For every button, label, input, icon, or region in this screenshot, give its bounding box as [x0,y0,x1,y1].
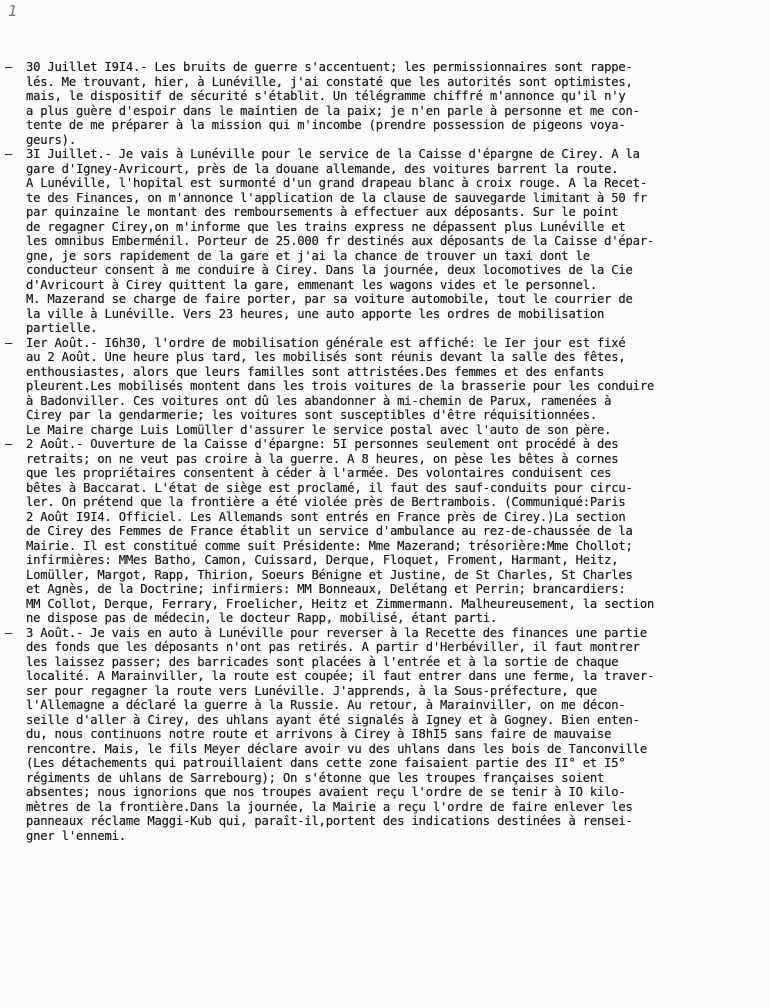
text-line: 3I Juillet.- Je vais à Lunéville pour le service de la Caisse d'épargne de Cirey. A la [26,147,640,161]
text-line: infirmières: MMes Batho, Camon, Cuissard, Derque, Floquet, Froment, Harmant, Heitz, [26,553,619,567]
entry-marker: — [5,437,13,451]
text-line: de Cirey des Femmes de France établit un service d'ambulance au rez-de-chaussée de la [26,524,633,538]
text-line: 30 Juillet I9I4.- Les bruits de guerre s'accentuent; les permissionnaires sont rappe- [26,60,633,74]
text-line: (Les détachements qui patrouillaient dans cette zone faisaient partie des II° et I5° [26,756,626,770]
text-line: Cirey par la gendarmerie; les voitures sont susceptibles d'être réquisitionnées. [26,408,597,422]
text-line: absentes; nous ignorions que nos troupes avaient reçu l'ordre de se tenir à IO kilo- [26,785,626,799]
text-line: que les propriétaires consentent à céder à l'armée. Des volontaires conduisent ces [26,466,612,480]
text-line: par quinzaine le montant des remboursements à effectuer aux déposants. Sur le point [26,205,619,219]
text-line: retraits; on ne veut pas croire à la guerre. A 8 heures, on pèse les bêtes à cornes [26,451,619,466]
text-line: régiments de uhlans de Sarrebourg); On s'étonne que les troupes françaises soient [26,770,605,785]
text-line: conducteur consent à me conduire à Cirey. Dans la journée, deux locomotives de la Cie [26,263,633,277]
text-line: de regagner Cirey,on m'informe que les trains express ne dépassent plus Lunéville et [26,219,626,234]
text-line: gare d'Igney-Avricourt, près de la douane allemande, des voitures barrent la route. [26,161,619,176]
text-line: la ville à Lunéville. Vers 23 heures, une auto apporte les ordres de mobilisation [26,306,605,321]
text-line: te des Finances, on m'annonce l'application de la clause de sauvegarde limitant à 50 fr [26,190,647,205]
text-line: a plus guère d'espoir dans le maintien de la paix; je n'en parle à personne et me con- [26,103,640,118]
text-line: et Agnès, de la Doctrine; infirmiers: MM Bonneaux, Delétang et Perrin; brancardiers: [26,582,626,596]
text-line: MM Collot, Derque, Ferrary, Froelicher, Heitz et Zimmermann. Malheureusement, la section [26,596,655,611]
diary-entry [5,625,756,844]
text-line: pleurent.Les mobilisés montent dans les trois voitures de la brasserie pour les conduire [26,379,655,393]
entry-marker: — [5,60,13,74]
text-line: 3 Août.- Je vais en auto à Lunéville pour reverser à la Recette des finances une partie [26,625,647,640]
text-line: partielle. [26,321,98,335]
text-line: ser pour regagner la route vers Lunéville. J'apprends, à la Sous-préfecture, que [26,683,597,698]
text-line: mais, le dispositif de sécurité s'établit. Un télégramme chiffré m'annonce qu'il n'y [26,89,626,103]
text-line: Le Maire charge Luis Lomüller d'assurer le service postal avec l'auto de son père. [26,422,612,437]
entry-marker: — [5,335,13,350]
text-line: lés. Me trouvant, hier, à Lunéville, j'ai constaté que les autorités sont optimistes, [26,74,633,89]
text-line: au 2 Août. Une heure plus tard, les mobilisés sont réunis devant la salle des fêtes, [26,350,626,364]
text-line: à Badonviller. Ces voitures ont dû les abandonner à mi-chemin de Parux, ramenées à [26,393,612,408]
text-line: rencontre. Mais, le fils Meyer déclare avoir vu des uhlans dans les bois de Tanconville [26,741,647,756]
entry-marker: — [5,625,13,640]
text-line: les laissez passer; des barricades sont placées à l'entrée et à la sortie de chaque [26,654,619,669]
diary-text [5,60,756,843]
text-line: les omnibus Emberménil. Porteur de 25.000 fr destinés aux déposants de la Caisse d'épar- [26,234,655,248]
text-line: bêtes à Baccarat. L'état de siège est proclamé, il faut des sauf-conduits pour circu- [26,480,633,495]
text-line: panneaux réclame Maggi-Kub qui, paraît-il,portent des indications destinées à rensei- [26,814,633,828]
text-line: 2 Août.- Ouverture de la Caisse d'épargne: 5I personnes seulement ont procédé à des [26,437,619,451]
text-line: M. Mazerand se charge de faire porter, par sa voiture automobile, tout le courrier de [26,292,633,306]
text-line: l'Allemagne a déclaré la guerre à la Russie. Au retour, à Marainviller, on me décon- [26,698,626,712]
text-line: ler. On prétend que la frontière a été violée près de Bertrambois. (Communiqué:Paris [26,495,626,509]
text-line: 2 Août I9I4. Officiel. Les Allemands sont entrés en France près de Cirey.)La section [26,509,626,524]
text-line: Lomüller, Margot, Rapp, Thirion, Soeurs Bénigne et Justine, de St Charles, St Charles [26,567,633,582]
entry-marker: — [5,147,13,161]
text-line: enthousiastes, alors que leurs familles sont attristées.Des femmes et des enfants [26,364,605,379]
text-line: Ier Août.- I6h30, l'ordre de mobilisation générale est affiché: le Ier jour est fixé [26,335,626,350]
text-line: des fonds que les déposants n'ont pas retirés. A partir d'Herbéviller, il faut montrer [26,640,640,654]
text-line: du, nous continuons notre route et arrivons à Cirey à I8hI5 sans faire de mauvaise [26,727,612,741]
diary-entry [5,60,756,147]
text-line: gner l'ennemi. [26,828,126,843]
text-line: seille d'aller à Cirey, des uhlans ayant été signalés à Igney et à Gogney. Bien enten- [26,712,640,727]
text-line: Mairie. Il est constitué comme suit Présidente: Mme Mazerand; trésorière:Mme Chollot; [26,538,633,553]
text-line: tente de me préparer à la mission qui m'incombe (prendre possession de pigeons voya- [26,118,626,132]
diary-entry [5,335,756,438]
text-line: ne dispose pas de médecin, le docteur Rapp, mobilisé, étant parti. [26,611,498,625]
diary-entry [5,437,756,626]
diary-entry [5,147,756,336]
text-line: A Lunéville, l'hopital est surmonté d'un grand drapeau blanc à croix rouge. A la Recet- [26,176,647,190]
text-line: localité. A Marainviller, la route est coupée; il faut entrer dans une ferme, la traver- [26,669,655,683]
text-line: d'Avricourt à Cirey quittent la gare, emmenant les wagons vides et le personnel. [26,277,597,292]
text-line: mètres de la frontière.Dans la journée, la Mairie a reçu l'ordre de faire enlever les [26,799,633,814]
page-number: 1 [8,2,18,20]
text-line: gne, je sors rapidement de la gare et j'ai la chance de trouver un taxi dont le [26,248,590,263]
text-line: geurs). [26,132,76,147]
